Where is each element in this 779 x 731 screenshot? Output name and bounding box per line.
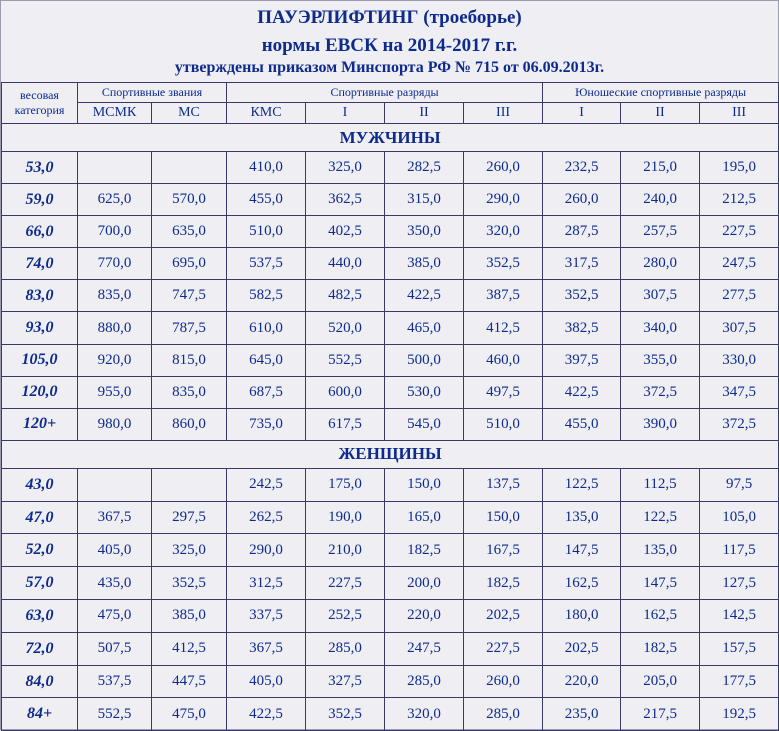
title-sub: нормы ЕВСК на 2014-2017 г.г. <box>261 35 518 56</box>
table-row <box>2 280 779 312</box>
norm-cell: 147,5 <box>621 567 700 600</box>
norm-cell <box>78 468 152 501</box>
weight-cell: 63,0 <box>2 600 78 633</box>
norm-cell: 482,5 <box>306 280 385 312</box>
norm-cell: 192,5 <box>700 698 779 731</box>
weight-category-header: весовая категория <box>2 83 78 124</box>
norm-cell: 410,0 <box>227 152 306 184</box>
table-row <box>2 567 779 600</box>
norm-cell: 367,5 <box>227 632 306 665</box>
norm-cell: 835,0 <box>78 280 152 312</box>
weight-cell: 84,0 <box>2 665 78 698</box>
norm-cell: 382,5 <box>543 312 621 344</box>
norm-cell: 412,5 <box>152 632 227 665</box>
col-header: II <box>621 103 700 124</box>
weight-cell: 120,0 <box>2 376 78 408</box>
norm-cell: 320,0 <box>464 216 543 248</box>
norm-cell: 352,5 <box>543 280 621 312</box>
norm-cell: 122,5 <box>543 468 621 501</box>
col-header: МСМК <box>78 103 152 124</box>
norm-cell: 355,0 <box>621 344 700 376</box>
norm-cell: 747,5 <box>152 280 227 312</box>
norm-cell: 227,5 <box>464 632 543 665</box>
norm-cell: 352,5 <box>306 698 385 731</box>
norm-cell: 422,5 <box>385 280 464 312</box>
norm-cell: 387,5 <box>464 280 543 312</box>
norm-cell: 182,5 <box>464 567 543 600</box>
norm-cell: 247,5 <box>385 632 464 665</box>
weight-cell: 93,0 <box>2 312 78 344</box>
norm-cell: 285,0 <box>464 698 543 731</box>
norm-cell: 325,0 <box>306 152 385 184</box>
norm-cell: 297,5 <box>152 501 227 534</box>
group-youth-header: Юношеские спортивные разряды <box>543 83 779 103</box>
col-header: III <box>464 103 543 124</box>
norm-cell: 770,0 <box>78 248 152 280</box>
norm-cell: 497,5 <box>464 376 543 408</box>
norm-cell: 695,0 <box>152 248 227 280</box>
norm-cell: 162,5 <box>543 567 621 600</box>
norm-cell: 182,5 <box>621 632 700 665</box>
norm-cell: 787,5 <box>152 312 227 344</box>
norm-cell: 247,5 <box>700 248 779 280</box>
norm-cell: 635,0 <box>152 216 227 248</box>
norm-cell: 552,5 <box>78 698 152 731</box>
norm-cell: 352,5 <box>152 567 227 600</box>
norm-cell: 150,0 <box>464 501 543 534</box>
norm-cell: 397,5 <box>543 344 621 376</box>
table-row <box>2 665 779 698</box>
norm-cell: 205,0 <box>621 665 700 698</box>
norm-cell: 405,0 <box>78 534 152 567</box>
norm-cell: 235,0 <box>543 698 621 731</box>
norm-cell: 835,0 <box>152 376 227 408</box>
norm-cell: 227,5 <box>306 567 385 600</box>
norm-cell: 507,5 <box>78 632 152 665</box>
norm-cell: 385,0 <box>385 248 464 280</box>
norm-cell: 537,5 <box>78 665 152 698</box>
norm-cell: 307,5 <box>700 312 779 344</box>
norm-cell: 440,0 <box>306 248 385 280</box>
norm-cell: 860,0 <box>152 408 227 440</box>
norm-cell: 412,5 <box>464 312 543 344</box>
norm-cell: 200,0 <box>385 567 464 600</box>
norm-cell: 285,0 <box>385 665 464 698</box>
title-approval: утверждены приказом Минспорта РФ № 715 от 06.09.2013г. <box>174 59 605 76</box>
weight-cell: 120+ <box>2 408 78 440</box>
norm-cell: 500,0 <box>385 344 464 376</box>
norm-cell: 232,5 <box>543 152 621 184</box>
norm-cell: 290,0 <box>464 184 543 216</box>
col-header: I <box>543 103 621 124</box>
norm-cell: 352,5 <box>464 248 543 280</box>
table-row <box>2 632 779 665</box>
table-row <box>2 152 779 184</box>
norm-cell: 312,5 <box>227 567 306 600</box>
norm-cell: 242,5 <box>227 468 306 501</box>
table-row <box>2 376 779 408</box>
norm-cell: 447,5 <box>152 665 227 698</box>
norm-cell: 625,0 <box>78 184 152 216</box>
col-header: КМС <box>227 103 306 124</box>
table-row <box>2 216 779 248</box>
norm-cell: 290,0 <box>227 534 306 567</box>
norms-table <box>1 82 779 731</box>
norm-cell: 390,0 <box>621 408 700 440</box>
norm-cell: 320,0 <box>385 698 464 731</box>
norm-cell: 330,0 <box>700 344 779 376</box>
norm-cell <box>152 468 227 501</box>
table-row <box>2 408 779 440</box>
norm-cell: 262,5 <box>227 501 306 534</box>
norm-cell: 510,0 <box>227 216 306 248</box>
norm-cell: 582,5 <box>227 280 306 312</box>
norm-cell: 175,0 <box>306 468 385 501</box>
norm-cell: 315,0 <box>385 184 464 216</box>
table-row <box>2 184 779 216</box>
norm-cell: 122,5 <box>621 501 700 534</box>
weight-cell: 105,0 <box>2 344 78 376</box>
table-row <box>2 534 779 567</box>
section-row <box>2 124 779 152</box>
norm-cell: 475,0 <box>78 600 152 633</box>
table-row <box>2 600 779 633</box>
weight-cell: 74,0 <box>2 248 78 280</box>
norm-cell: 142,5 <box>700 600 779 633</box>
norm-cell: 402,5 <box>306 216 385 248</box>
section-label: МУЖЧИНЫ <box>2 124 779 152</box>
weight-cell: 72,0 <box>2 632 78 665</box>
norm-cell: 455,0 <box>227 184 306 216</box>
norm-cell: 367,5 <box>78 501 152 534</box>
norm-cell: 240,0 <box>621 184 700 216</box>
weight-cell: 59,0 <box>2 184 78 216</box>
norm-cell: 127,5 <box>700 567 779 600</box>
norm-cell: 182,5 <box>385 534 464 567</box>
norm-cell: 340,0 <box>621 312 700 344</box>
norm-cell: 475,0 <box>152 698 227 731</box>
group-ranks-header: Спортивные разряды <box>227 83 543 103</box>
norm-cell: 260,0 <box>464 665 543 698</box>
norm-cell: 157,5 <box>700 632 779 665</box>
norm-cell: 227,5 <box>700 216 779 248</box>
norm-cell: 645,0 <box>227 344 306 376</box>
header-row-columns <box>2 103 779 124</box>
norm-cell: 372,5 <box>621 376 700 408</box>
weight-cell: 53,0 <box>2 152 78 184</box>
norm-cell: 287,5 <box>543 216 621 248</box>
norm-cell: 617,5 <box>306 408 385 440</box>
norm-cell: 350,0 <box>385 216 464 248</box>
norm-cell: 920,0 <box>78 344 152 376</box>
norm-cell: 460,0 <box>464 344 543 376</box>
norm-cell: 955,0 <box>78 376 152 408</box>
norm-cell: 385,0 <box>152 600 227 633</box>
norm-cell: 465,0 <box>385 312 464 344</box>
norm-cell: 260,0 <box>543 184 621 216</box>
norm-cell: 687,5 <box>227 376 306 408</box>
table-row <box>2 468 779 501</box>
norm-cell: 980,0 <box>78 408 152 440</box>
weight-cell: 43,0 <box>2 468 78 501</box>
norm-cell: 277,5 <box>700 280 779 312</box>
norm-cell: 212,5 <box>700 184 779 216</box>
norm-cell: 317,5 <box>543 248 621 280</box>
norm-cell: 257,5 <box>621 216 700 248</box>
norm-cell: 260,0 <box>464 152 543 184</box>
norm-cell: 217,5 <box>621 698 700 731</box>
weight-cell: 83,0 <box>2 280 78 312</box>
norm-cell: 202,5 <box>464 600 543 633</box>
norm-cell: 530,0 <box>385 376 464 408</box>
header-row-groups <box>2 83 779 103</box>
norm-cell: 177,5 <box>700 665 779 698</box>
norm-cell: 815,0 <box>152 344 227 376</box>
norm-cell: 252,5 <box>306 600 385 633</box>
norm-cell: 117,5 <box>700 534 779 567</box>
group-titles-header: Спортивные звания <box>78 83 227 103</box>
norm-cell <box>152 152 227 184</box>
title-main: ПАУЭРЛИФТИНГ (троеборье) <box>257 7 522 28</box>
norm-cell: 325,0 <box>152 534 227 567</box>
norm-cell: 545,0 <box>385 408 464 440</box>
norm-cell: 700,0 <box>78 216 152 248</box>
norm-cell: 220,0 <box>543 665 621 698</box>
norm-cell: 165,0 <box>385 501 464 534</box>
norm-cell: 180,0 <box>543 600 621 633</box>
norm-cell: 167,5 <box>464 534 543 567</box>
table-row <box>2 698 779 731</box>
norm-cell: 220,0 <box>385 600 464 633</box>
weight-cell: 52,0 <box>2 534 78 567</box>
weight-cell: 47,0 <box>2 501 78 534</box>
norm-cell: 570,0 <box>152 184 227 216</box>
norm-cell: 137,5 <box>464 468 543 501</box>
table-row <box>2 248 779 280</box>
norm-cell: 147,5 <box>543 534 621 567</box>
norm-cell: 195,0 <box>700 152 779 184</box>
norm-cell: 362,5 <box>306 184 385 216</box>
norm-cell: 202,5 <box>543 632 621 665</box>
norm-cell: 435,0 <box>78 567 152 600</box>
norm-cell: 307,5 <box>621 280 700 312</box>
norm-cell: 135,0 <box>543 501 621 534</box>
norm-cell: 135,0 <box>621 534 700 567</box>
norm-cell: 735,0 <box>227 408 306 440</box>
norm-cell: 210,0 <box>306 534 385 567</box>
norm-cell: 190,0 <box>306 501 385 534</box>
norm-cell: 520,0 <box>306 312 385 344</box>
col-header: I <box>306 103 385 124</box>
norm-cell: 422,5 <box>543 376 621 408</box>
table-row <box>2 344 779 376</box>
norm-cell: 215,0 <box>621 152 700 184</box>
norm-cell: 337,5 <box>227 600 306 633</box>
norm-cell <box>78 152 152 184</box>
col-header: III <box>700 103 779 124</box>
section-row <box>2 440 779 468</box>
weight-cell: 57,0 <box>2 567 78 600</box>
norm-cell: 347,5 <box>700 376 779 408</box>
norm-cell: 280,0 <box>621 248 700 280</box>
section-label: ЖЕНЩИНЫ <box>2 440 779 468</box>
norm-cell: 105,0 <box>700 501 779 534</box>
norm-cell: 600,0 <box>306 376 385 408</box>
norm-cell: 610,0 <box>227 312 306 344</box>
norm-cell: 455,0 <box>543 408 621 440</box>
norm-cell: 285,0 <box>306 632 385 665</box>
norm-cell: 327,5 <box>306 665 385 698</box>
norm-cell: 97,5 <box>700 468 779 501</box>
table-row <box>2 312 779 344</box>
table-row <box>2 501 779 534</box>
norm-cell: 510,0 <box>464 408 543 440</box>
col-header: МС <box>152 103 227 124</box>
norm-cell: 150,0 <box>385 468 464 501</box>
norm-cell: 162,5 <box>621 600 700 633</box>
weight-cell: 84+ <box>2 698 78 731</box>
norm-cell: 405,0 <box>227 665 306 698</box>
norm-cell: 282,5 <box>385 152 464 184</box>
col-header: II <box>385 103 464 124</box>
norm-cell: 880,0 <box>78 312 152 344</box>
norm-cell: 537,5 <box>227 248 306 280</box>
weight-cell: 66,0 <box>2 216 78 248</box>
norm-cell: 112,5 <box>621 468 700 501</box>
norm-cell: 552,5 <box>306 344 385 376</box>
norm-cell: 422,5 <box>227 698 306 731</box>
norm-cell: 372,5 <box>700 408 779 440</box>
